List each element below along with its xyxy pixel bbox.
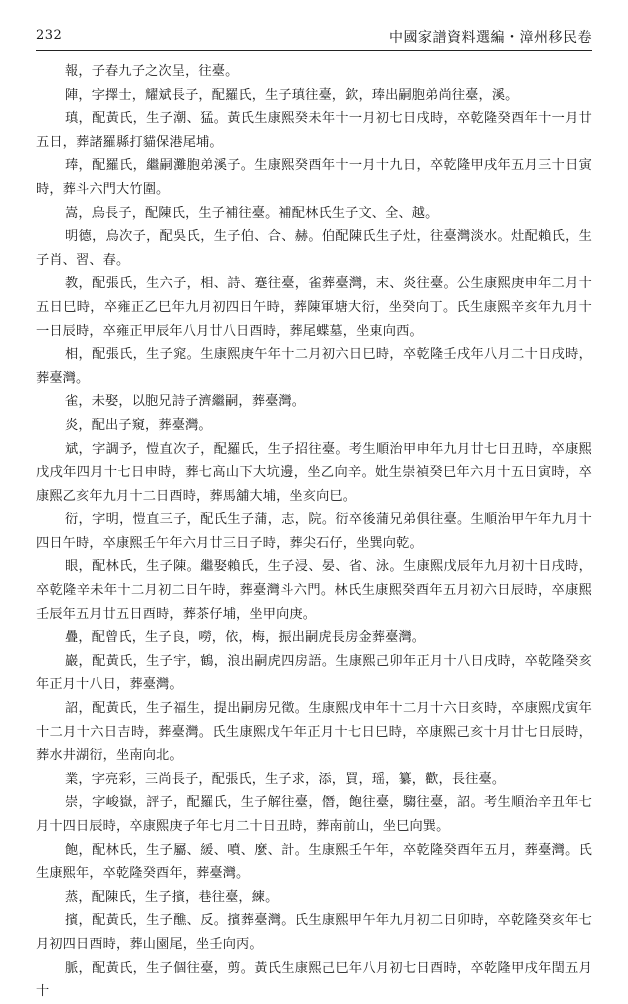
page-number: 232	[36, 28, 63, 43]
genealogy-entry: 嵩，烏長子，配陳氏，生子補往臺。補配林氏生子文、全、越。	[65, 205, 439, 221]
genealogy-entry: 報，子春九子之次呈，往臺。	[65, 64, 239, 79]
genealogy-entry: 眼，配林氏，生子陳。繼娶賴氏，生子浸、晏、省、泳。生康熙戊辰年九月初十日戌時，卒乾隆辛未年十二月初二日午時，葬臺灣斗六門。林氏生康熙癸酉年五月初六日辰時，卒康熙壬辰年五月廿五日酉時，葬茶仔埔，坐甲向庚。	[36, 559, 592, 622]
genealogy-entry: 業，字亮彩，三尚長子，配張氏，生子求，添，買，瑶，纂，歡，長往臺。	[65, 771, 506, 787]
genealogy-text	[36, 60, 592, 1004]
genealogy-entry: 衍，字明，愷直三子，配氏生子蒲，志，院。衍卒後蒲兄弟俱往臺。生順治甲午年九月十四日午時，卒康熙壬午年六月廿三日子時，葬尖石仔，坐巽向乾。	[36, 512, 592, 551]
genealogy-entry: 炎，配出子窺，葬臺灣。	[65, 417, 212, 433]
genealogy-entry: 崇，字峻嶽，評子，配羅氏，生子解往臺，僭，飽往臺，騶往臺，詔。考生順治辛丑年七月十四日辰時，卒康熙庚子年七月二十日丑時，葬南前山，坐巳向巽。	[36, 795, 592, 834]
genealogy-entry: 脈，配黃氏，生子個往臺，剪。黃氏生康熙己巳年八月初七日酉時，卒乾隆甲戌年閏五月十	[36, 960, 592, 1000]
running-header	[36, 26, 592, 51]
series-title: 中國家譜資料選編・漳州移民卷	[389, 30, 592, 46]
genealogy-entry: 斌，字調予，愷直次子，配羅氏，生子招往臺。考生順治甲申年九月廿七日丑時，卒康熙戊戌年四月十七日申時，葬七高山下大坑邊，坐乙向辛。妣生崇禎癸巳年六月十五日寅時，卒康熙乙亥年九月十二日酉時，葬馬舖大埔，坐亥向巳。	[36, 441, 592, 504]
genealogy-entry: 琫，配羅氏，繼嗣灘胞弟溪子。生康熙癸酉年十一月十九日，卒乾隆甲戌年五月三十日寅時，葬斗六門大竹圍。	[36, 158, 592, 197]
genealogy-entry: 雀，未娶，以胞兄詩子濟繼嗣，葬臺灣。	[65, 394, 306, 410]
genealogy-entry: 巖，配黃氏，生子宇，鶴，浪出嗣虎四房語。生康熙己卯年正月十八日戌時，卒乾隆癸亥年正月十八日，葬臺灣。	[36, 653, 592, 693]
genealogy-entry: 相，配張氏，生子窕。生康熙庚午年十二月初六日巳時，卒乾隆壬戌年八月二十日戌時，葬臺灣。	[36, 347, 592, 386]
genealogy-entry: 教，配張氏，生六子，相、詩、蹇往臺，雀葬臺灣，末、炎往臺。公生康熙庚申年二月十五日巳時，卒雍正乙巳年九月初四日午時，葬陳軍塘大衍，坐癸向丁。氏生康熙辛亥年九月十一日辰時，卒雍正甲辰年八月廿八日酉時，葬尾蝶墓，坐東向西。	[36, 276, 592, 339]
genealogy-entry: 詔，配黃氏，生子福生，提出嗣房兄徵。生康熙戊申年十二月十六日亥時，卒康熙戊寅年十二月十六日吉時，葬臺灣。氏生康熙戊午年正月十七日巳時，卒康熙己亥十月廿七日辰時，葬水井湖衍，坐南向北。	[36, 701, 592, 764]
genealogy-entry: 飽，配林氏，生子屬、緩、噴、麼、計。生康熙壬午年，卒乾隆癸酉年五月，葬臺灣。氏生康熙年，卒乾隆癸酉年，葬臺灣。	[36, 842, 592, 882]
genealogy-entry: 擯，配黃氏，生子醮、反。擯葬臺灣。氏生康熙甲午年九月初二日卯時，卒乾隆癸亥年七月初四日酉時，葬山園尾，坐壬向丙。	[36, 913, 592, 952]
genealogy-entry: 明德，烏次子，配吳氏，生子伯、合、赫。伯配陳氏生子灶，往臺灣淡水。灶配賴氏，生子肖、習、春。	[36, 229, 592, 268]
genealogy-entry: 瑱，配黃氏，生子潮、猛。黃氏生康熙癸未年十一月初七日戌時，卒乾隆癸酉年十一月廿五日，葬諸羅縣打貓保港尾埔。	[36, 111, 592, 150]
genealogy-entry: 疊，配曾氏，生子良，嘮，依，梅，振出嗣虎長房金葬臺灣。	[65, 630, 426, 646]
genealogy-entry: 蒸，配陳氏，生子擯，巷往臺，練。	[65, 889, 279, 905]
genealogy-entry: 陣，字擇士，耀斌長子，配羅氏，生子瑱往臺，欽，琫出嗣胞弟尚往臺，溪。	[65, 87, 519, 103]
